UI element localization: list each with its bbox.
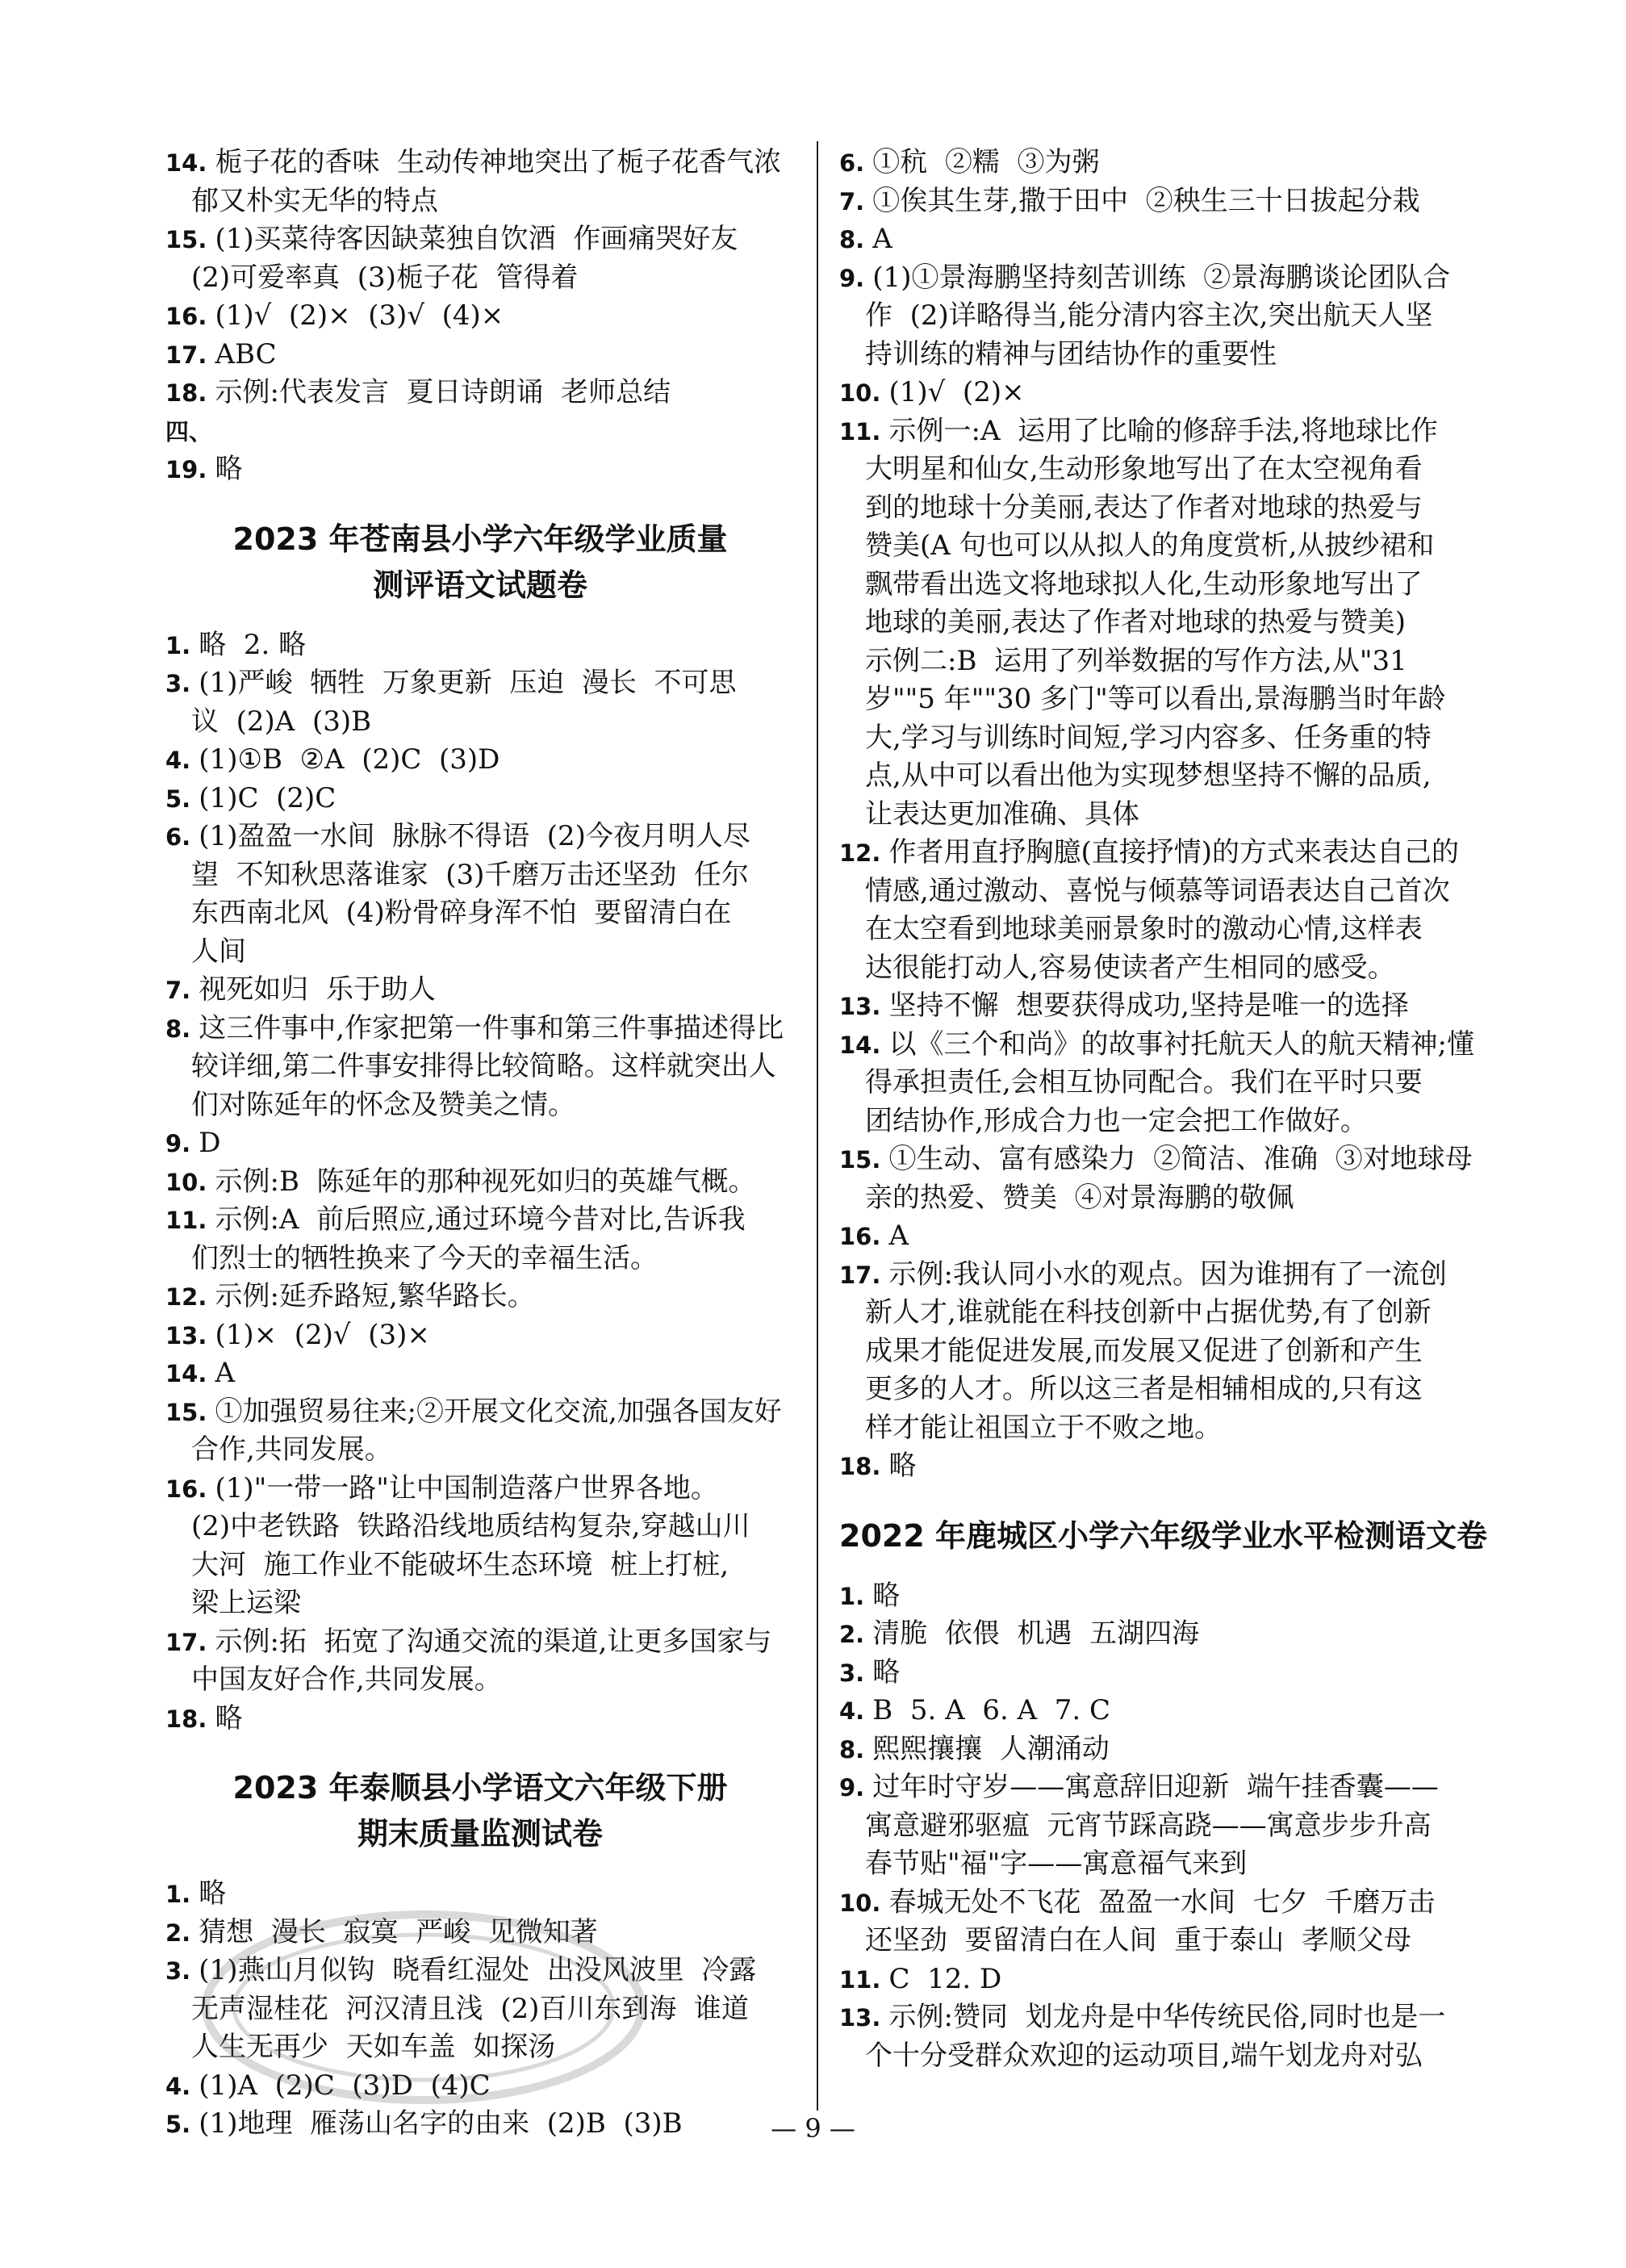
answer-line [839, 220, 1469, 259]
answer-text: 亲的热爱、赞美 ④对景海鹏的敬佩 [865, 1181, 1294, 1214]
answer-text: (1)盈盈一水间 脉脉不得语 (2)今夜月明人尽 [199, 820, 750, 852]
answer-text: 新人才,谁就能在科技创新中占据优势,有了创新 [865, 1296, 1432, 1329]
answer-text: 示例二:B 运用了列举数据的写作方法,从"31 [865, 644, 1407, 677]
answer-text: (1)严峻 牺牲 万象更新 压迫 漫长 不可思 [199, 667, 737, 699]
answer-line [165, 374, 795, 412]
answer-text: (2)可爱率真 (3)栀子花 管得着 [191, 261, 579, 294]
answer-line [839, 1654, 1469, 1693]
answer-text: 大,学习与训练时间短,学习内容多、任务重的特 [865, 721, 1432, 754]
answer-text: 梁上运梁 [191, 1587, 301, 1619]
answer-number: 1. [839, 1582, 873, 1610]
answer-text: 春节贴"福"字——寓意福气来到 [865, 1847, 1248, 1880]
answer-text: (1)地理 雁荡山名字的由来 (2)B (3)B [199, 2107, 683, 2140]
answer-line [165, 1546, 795, 1585]
answer-number: 15. [165, 226, 215, 253]
answer-text: ①生动、富有感染力 ②简洁、准确 ③对地球母 [888, 1143, 1473, 1175]
answer-number: 8. [165, 1015, 199, 1043]
answer-text: 更多的人才。所以这三者是相辅相成的,只有这 [865, 1373, 1423, 1405]
page-number: — 9 — [771, 2113, 855, 2144]
answer-line [165, 144, 795, 182]
answer-line [165, 933, 795, 972]
answer-text: 飘带看出选文将地球拟人化,生动形象地写出了 [865, 567, 1423, 600]
answer-line [839, 1730, 1469, 1769]
answer-text: D [199, 1127, 221, 1159]
answer-text: 在太空看到地球美丽景象时的激动心情,这样表 [865, 913, 1423, 945]
answer-text: (1)C (2)C [199, 781, 336, 814]
answer-line [165, 1354, 795, 1393]
answer-line [165, 1584, 795, 1623]
answer-number: 2. [839, 1621, 873, 1648]
answer-number: 4. [165, 747, 199, 774]
answer-line [165, 182, 795, 221]
answer-line [839, 182, 1469, 221]
answer-text: 议 (2)A (3)B [191, 705, 372, 738]
answer-number: 12. [839, 839, 889, 867]
answer-number: 4. [165, 2072, 199, 2100]
answer-text: 东西南北风 (4)粉骨碎身浑不怕 要留清白在 [191, 897, 732, 929]
answer-text: 略 [199, 1877, 227, 1910]
answer-text: 个十分受群众欢迎的运动项目,端午划龙舟对弘 [865, 2039, 1423, 2072]
answer-line [165, 1163, 795, 1202]
section-title: 2022 年鹿城区小学六年级学业水平检测语文卷 [839, 1517, 1487, 1554]
answer-text: 人间 [191, 935, 246, 968]
answer-line [165, 741, 795, 780]
answer-text: (1)√ (2)× [888, 376, 1025, 408]
answer-text: 视死如归 乐于助人 [199, 973, 436, 1006]
answer-line [165, 1278, 795, 1316]
answer-text: A [872, 223, 892, 255]
answer-line [165, 664, 795, 703]
answer-text: (1)①B ②A (2)C (3)D [199, 743, 500, 776]
answer-number: 9. [165, 1130, 199, 1157]
answer-text: 人生无再少 天如车盖 如探汤 [191, 2031, 556, 2063]
answer-line [839, 719, 1469, 758]
column-divider [817, 141, 818, 2111]
answer-text: 猜想 漫长 寂寞 严峻 见微知著 [199, 1915, 598, 1948]
answer-number: 14. [165, 149, 215, 177]
answer-text: (1)A (2)C (3)D (4)C [199, 2069, 491, 2102]
answer-text: 示例:赞同 划龙舟是中华传统民俗,同时也是一 [888, 2001, 1446, 2033]
answer-line [165, 297, 795, 336]
answer-line [165, 450, 795, 489]
answer-line [839, 834, 1469, 872]
answer-line [839, 374, 1469, 412]
answer-number: 14. [165, 1360, 215, 1387]
answer-number: 18. [165, 379, 215, 407]
answer-number: 7. [165, 977, 199, 1004]
answer-line [165, 1508, 795, 1546]
answer-number: 11. [165, 1207, 215, 1234]
answer-text: 郁又朴实无华的特点 [191, 184, 438, 217]
answer-line [165, 259, 795, 298]
answer-line [839, 642, 1469, 681]
answer-line [165, 856, 795, 895]
answer-line [165, 818, 795, 856]
answer-text: 团结协作,形成合力也一定会把工作做好。 [865, 1104, 1368, 1137]
answer-text: (1)燕山月似钩 晓看红湿处 出没风波里 冷露 [199, 1954, 757, 1986]
answer-text: 岁""5 年""30 多门"等可以看出,景海鹏当时年龄 [865, 683, 1446, 715]
answer-line [839, 872, 1469, 911]
answer-text: 让表达更加准确、具体 [865, 797, 1139, 831]
answer-number: 9. [839, 1774, 873, 1801]
answer-number: 10. [839, 379, 889, 407]
answer-line [165, 220, 795, 259]
answer-text: 还坚劲 要留清白在人间 重于泰山 孝顺父母 [865, 1924, 1411, 1956]
answer-line [165, 1470, 795, 1509]
answer-line [839, 757, 1469, 796]
answer-line [839, 949, 1469, 988]
answer-text: 示例:拓 拓宽了沟通交流的渠道,让更多国家与 [215, 1625, 772, 1658]
answer-text: 望 不知秋思落谁家 (3)千磨万击还坚劲 任尔 [191, 858, 750, 891]
answer-line [839, 2037, 1469, 2076]
answer-text: 持训练的精神与团结协作的重要性 [865, 337, 1277, 370]
answer-number: 19. [165, 456, 215, 483]
answer-line [839, 1409, 1469, 1448]
answer-text: 们对陈延年的怀念及赞美之情。 [191, 1088, 575, 1121]
answer-text: 熙熙攘攘 人潮涌动 [872, 1732, 1110, 1765]
answer-number: 16. [165, 303, 215, 330]
answer-text: 略 [215, 453, 243, 485]
answer-line [165, 1048, 795, 1086]
answer-text: 过年时守岁——寓意辞旧迎新 端午挂香囊—— [872, 1771, 1439, 1803]
answer-number: 18. [165, 1705, 215, 1733]
answer-text: 春城无处不飞花 盈盈一水间 七夕 千磨万击 [888, 1885, 1436, 1919]
answer-text: 情感,通过激动、喜悦与倾慕等词语表达自己首次 [865, 874, 1450, 907]
answer-line [165, 1393, 795, 1432]
answer-line [839, 259, 1469, 298]
answer-text: 无声湿桂花 河汉清且浅 (2)百川东到海 谁道 [191, 1992, 750, 2025]
answer-text: 略 [872, 1655, 901, 1688]
answer-line [165, 1431, 795, 1470]
answer-number: 16. [839, 1223, 889, 1250]
answer-line [839, 1577, 1469, 1616]
answer-number: 8. [839, 226, 873, 253]
answer-number: 17. [165, 1628, 215, 1656]
answer-text: A [215, 1357, 236, 1389]
answer-line [839, 489, 1469, 528]
answer-number: 6. [839, 149, 873, 177]
answer-line [839, 604, 1469, 642]
answer-text: (1)①景海鹏坚持刻苦训练 ②景海鹏谈论团队合 [872, 261, 1451, 294]
answer-line [839, 1447, 1469, 1486]
answer-text: B 5. A 6. A 7. C [872, 1694, 1110, 1726]
answer-text: 点,从中可以看出他为实现梦想坚持不懈的品质, [865, 759, 1432, 792]
answer-line [165, 894, 795, 933]
answer-line [165, 1086, 795, 1125]
answer-number: 2. [165, 1919, 199, 1947]
answer-number: 17. [839, 1261, 889, 1289]
answer-number: 10. [165, 1168, 215, 1196]
answer-number: 15. [839, 1146, 889, 1174]
answer-text: (2)中老铁路 铁路沿线地质结构复杂,穿越山川 [191, 1510, 750, 1542]
answer-line [839, 1026, 1474, 1065]
answer-text: 成果才能促进发展,而发展又促进了创新和产生 [865, 1334, 1423, 1367]
answer-text: 大明星和仙女,生动形象地写出了在太空视角看 [865, 453, 1423, 485]
answer-line [839, 1960, 1469, 1999]
answer-line [839, 1845, 1469, 1884]
answer-line [165, 703, 795, 742]
answer-text: 到的地球十分美丽,表达了作者对地球的热爱与 [865, 491, 1423, 524]
answer-text: 赞美(A 句也可以从拟人的角度赏析,从披纱裙和 [865, 529, 1435, 562]
answer-line [839, 1370, 1469, 1409]
answer-text: 坚持不懈 想要获得成功,坚持是唯一的选择 [888, 990, 1409, 1022]
section-title: 期末质量监测试卷 [357, 1816, 603, 1852]
answer-number: 7. [839, 187, 873, 216]
answer-line [165, 412, 795, 451]
answer-line [165, 1316, 795, 1355]
answer-line [839, 1615, 1469, 1654]
right-column [839, 144, 1487, 2075]
answer-number: 13. [839, 2004, 889, 2032]
answer-number: 15. [165, 1398, 215, 1426]
answer-number: 12. [165, 1283, 215, 1311]
answer-line [165, 1700, 795, 1739]
answer-text: 较详细,第二件事安排得比较简略。这样就突出人 [191, 1050, 776, 1082]
answer-line [165, 1623, 795, 1662]
answer-text: (1)√ (2)× (3)√ (4)× [215, 299, 504, 332]
answer-line [839, 566, 1469, 605]
answer-line [839, 987, 1469, 1026]
answer-line [839, 1179, 1469, 1218]
answer-line [839, 1692, 1469, 1730]
answer-text: 寓意避邪驱瘟 元宵节踩高跷——寓意步步升高 [865, 1809, 1432, 1842]
answer-text: (1)买菜待客因缺菜独自饮酒 作画痛哭好友 [215, 223, 738, 255]
answer-line [839, 297, 1469, 336]
answer-text: 达很能打动人,容易使读者产生相同的感受。 [865, 951, 1395, 984]
answer-text: 示例:B 陈延年的那种视死如归的英雄气概。 [215, 1165, 756, 1198]
answer-number: 3. [165, 670, 199, 697]
answer-line [165, 1661, 795, 1700]
answer-line [839, 336, 1469, 375]
answer-text: 示例:延乔路短,繁华路长。 [215, 1280, 535, 1312]
answer-line [839, 1333, 1469, 1371]
answer-line [165, 1240, 795, 1278]
answer-number: 16. [165, 1475, 215, 1503]
answer-line [839, 1884, 1469, 1923]
answer-line [839, 1140, 1473, 1179]
answer-number: 14. [839, 1031, 889, 1059]
answer-text: ABC [215, 337, 277, 370]
answer-text: 以《三个和尚》的故事衬托航天人的航天精神;懂 [888, 1027, 1474, 1061]
answer-number: 11. [839, 1965, 889, 1994]
answer-line [839, 1103, 1469, 1141]
answer-text: 示例:代表发言 夏日诗朗诵 老师总结 [215, 376, 671, 408]
answer-text: 们烈士的牺牲换来了今天的幸福生活。 [191, 1241, 658, 1274]
answer-line [839, 1217, 1469, 1256]
answer-line [165, 1124, 795, 1163]
answer-text: A [888, 1220, 909, 1252]
answer-text: 作 (2)详略得当,能分清内容主次,突出航天人坚 [865, 299, 1433, 332]
answer-text: 地球的美丽,表达了作者对地球的热爱与赞美) [865, 606, 1407, 638]
answer-number: 10. [839, 1889, 889, 1917]
answer-line [165, 1201, 795, 1240]
answer-text: 示例:A 前后照应,通过环境今昔对比,告诉我 [215, 1203, 746, 1236]
answer-number: 8. [839, 1735, 873, 1764]
answer-number: 13. [165, 1321, 215, 1350]
answer-number: 9. [839, 264, 873, 292]
left-column [165, 144, 795, 2144]
answer-line [839, 796, 1469, 835]
section-title: 测评语文试题卷 [372, 567, 587, 603]
answer-text: 清脆 依偎 机遇 五湖四海 [872, 1617, 1200, 1650]
answer-text: 示例:我认同小水的观点。因为谁拥有了一流创 [888, 1257, 1447, 1291]
answer-line [839, 1807, 1469, 1846]
answer-text: ①俟其生芽,撒于田中 ②秧生三十日拔起分栽 [872, 184, 1420, 217]
answer-text: 略 [872, 1579, 901, 1612]
answer-line [165, 336, 795, 375]
section-title: 2023 年苍南县小学六年级学业质量 [232, 521, 728, 557]
answer-line [839, 1998, 1469, 2037]
answer-text: 栀子花的香味 生动传神地突出了栀子花香气浓 [215, 146, 782, 178]
answer-text: 示例一:A 运用了比喻的修辞手法,将地球比作 [888, 414, 1438, 447]
answer-text: 中国友好合作,共同发展。 [191, 1663, 502, 1696]
answer-text: 略 [215, 1701, 243, 1734]
answer-number: 1. [165, 1881, 199, 1908]
answer-line [839, 1768, 1469, 1807]
answer-number: 3. [839, 1659, 873, 1687]
answer-text: 略 2. 略 [199, 628, 307, 661]
answer-text: ①加强贸易往来;②开展文化交流,加强各国友好 [215, 1395, 782, 1428]
answer-text: 得承担责任,会相互协同配合。我们在平时只要 [865, 1066, 1423, 1098]
answer-number: 11. [839, 417, 889, 446]
answer-line [165, 780, 795, 818]
answer-text: C 12. D [888, 1962, 1002, 1995]
answer-text: ①秔 ②糯 ③为粥 [872, 146, 1100, 178]
answer-text: 这三件事中,作家把第一件事和第三件事描述得比 [199, 1011, 784, 1044]
answer-line [839, 1294, 1469, 1333]
answer-number: 5. [165, 785, 199, 813]
answer-number: 4. [839, 1697, 873, 1725]
answer-line [165, 1010, 795, 1048]
watermark-logo [198, 1906, 650, 2108]
answer-text: 略 [888, 1450, 917, 1482]
answer-line [839, 412, 1469, 451]
answer-number: 四、 [165, 417, 221, 446]
answer-text: 大河 施工作业不能破坏生态环境 桩上打桩, [191, 1548, 729, 1581]
answer-line [839, 450, 1469, 489]
answer-number: 18. [839, 1453, 889, 1480]
answer-line [165, 626, 795, 665]
answer-text: 合作,共同发展。 [191, 1433, 392, 1466]
answer-line [839, 1064, 1469, 1103]
answer-line [839, 1256, 1469, 1295]
answer-text: (1)× (2)√ (3)× [215, 1318, 430, 1351]
answer-text: (1)"一带一路"让中国制造落户世界各地。 [215, 1471, 718, 1504]
answer-number: 5. [165, 2111, 199, 2138]
answer-number: 1. [165, 631, 199, 659]
section-title: 2023 年泰顺县小学语文六年级下册 [232, 1770, 728, 1806]
answer-line [839, 910, 1469, 949]
answer-text: 作者用直抒胸臆(直接抒情)的方式来表达自己的 [888, 836, 1460, 868]
answer-number: 3. [165, 1957, 199, 1985]
answer-line [165, 971, 795, 1010]
answer-number: 13. [839, 993, 889, 1020]
answer-number: 6. [165, 823, 199, 851]
answer-line [839, 527, 1469, 566]
answer-text: 样才能让祖国立于不败之地。 [865, 1411, 1222, 1444]
answer-line [839, 1922, 1469, 1960]
answer-line [839, 680, 1469, 719]
answer-number: 17. [165, 341, 215, 369]
answer-line [839, 144, 1469, 182]
